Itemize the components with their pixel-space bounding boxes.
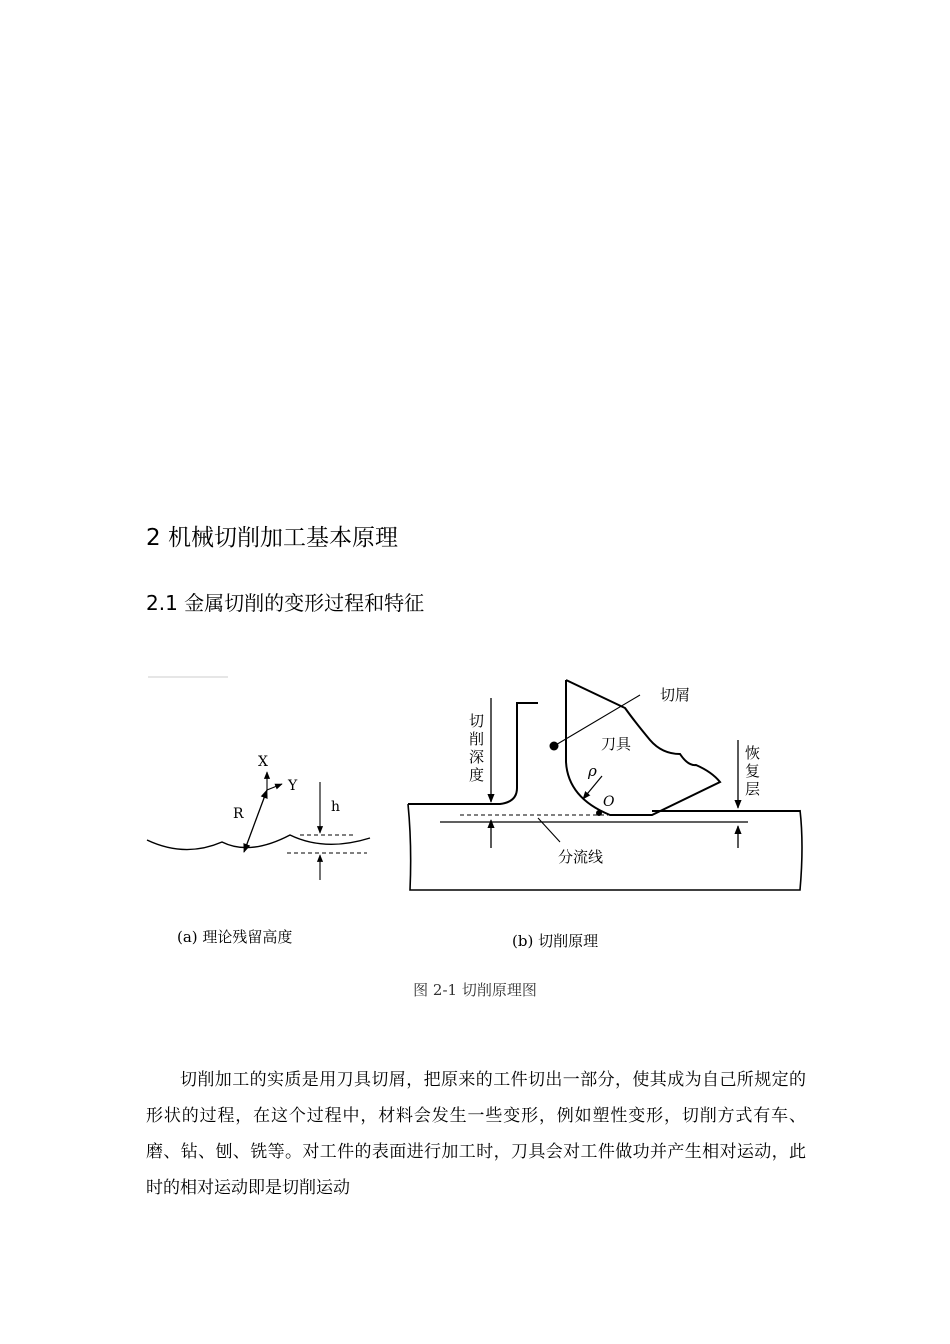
radius-line [244, 790, 267, 852]
label-recovery-2: 复 [745, 762, 761, 780]
label-tool: 刀具 [601, 735, 632, 753]
diagram-a [147, 677, 370, 946]
body-paragraph: 切削加工的实质是用刀具切屑，把原来的工件切出一部分，使其成为自己所规定的形状的过程，在这个过程中，材料会发生一些变形，例如塑性变形，切削方式有车、磨、钻、刨、铣等。对工件的表面进行加工时，刀具会对工件做功并产生相对运动，此时的相对运动即是切削运动 [146, 1070, 806, 1198]
label-depth-2: 削 [469, 730, 485, 748]
figure-caption: 图 2-1 切削原理图 [413, 981, 537, 999]
cutting-principle-figure [140, 670, 820, 960]
label-depth-1: 切 [469, 712, 485, 730]
diagram-b [408, 680, 802, 950]
subsection-heading: 2.1 金属切削的变形过程和特征 [146, 591, 425, 615]
label-o: O [603, 794, 615, 810]
label-flow-line: 分流线 [558, 848, 604, 866]
label-depth-4: 度 [469, 766, 485, 784]
label-r: R [233, 806, 244, 822]
edge-point [596, 810, 602, 816]
label-depth-3: 深 [469, 748, 485, 766]
caption-b: (b) 切削原理 [512, 932, 599, 950]
scallop-profile [147, 835, 370, 850]
tool-chip-outline [566, 680, 720, 815]
label-chip: 切屑 [660, 686, 691, 704]
label-x: X [258, 754, 268, 770]
label-recovery-1: 恢 [745, 744, 761, 762]
label-rho: ρ [588, 762, 597, 780]
label-y: Y [288, 778, 298, 794]
workpiece [408, 804, 802, 890]
caption-a: (a) 理论残留高度 [177, 928, 293, 946]
section-heading: 2 机械切削加工基本原理 [146, 525, 398, 551]
label-recovery-3: 层 [745, 780, 761, 798]
label-h: h [331, 799, 341, 815]
